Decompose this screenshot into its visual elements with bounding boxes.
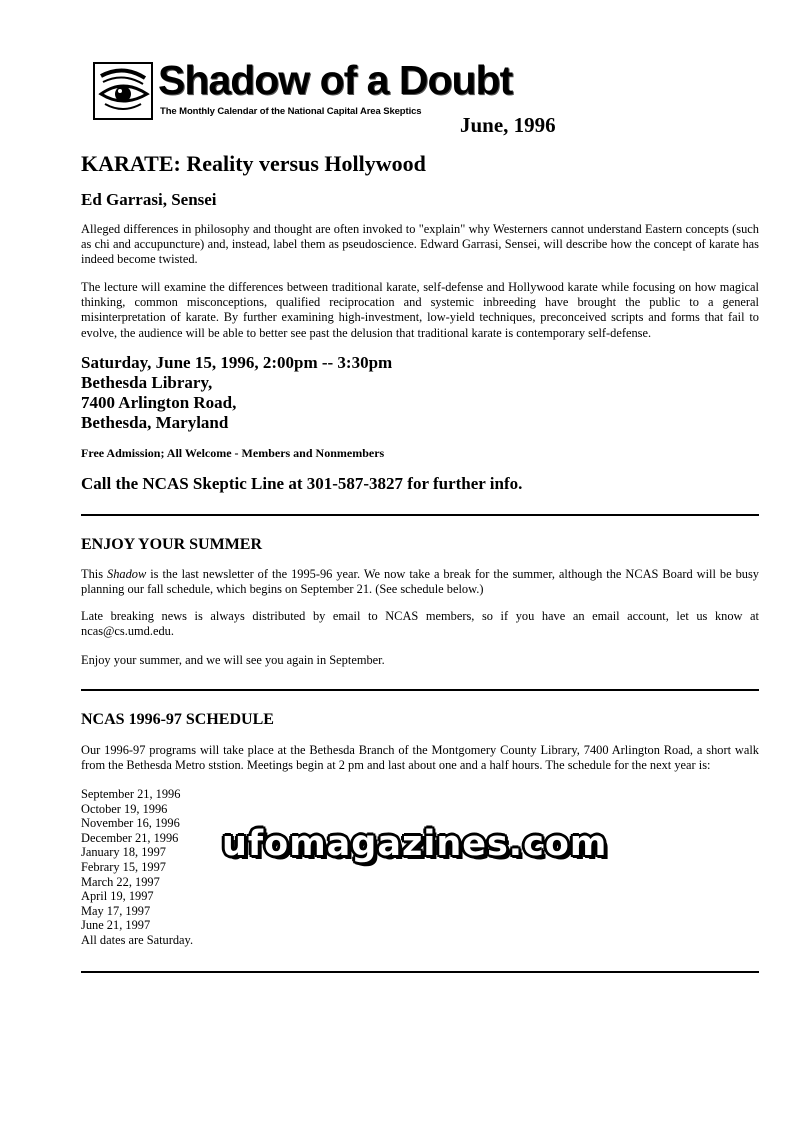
admission-note: Free Admission; All Welcome - Members and Nonmembers [81, 446, 385, 460]
article-speaker: Ed Garrasi, Sensei [81, 190, 217, 209]
schedule-date-list [81, 787, 193, 948]
farewell-paragraph: Enjoy your summer, and we will see you again in September. [81, 653, 385, 667]
article-paragraph: The lecture will examine the differences between traditional karate, self-defense and Hollywood karate while focusing on how magical thinking, common misconceptions, qualified reciprocation and systemic inbreeding have brought the public to a general misinterpretation of karate. By further examining high-investment, low-yield techniques, preconceived scripts and forms that fail to evolve, the audience will be able to better see past the delusion that traditional karate is contemporary self-defense. [81, 280, 759, 340]
schedule-date: October 19, 1996 [81, 801, 168, 816]
event-city: Bethesda, Maryland [81, 413, 229, 432]
newsletter-subtitle: The Monthly Calendar of the National Capital Area Skeptics [160, 106, 422, 117]
email-paragraph: Late breaking news is always distributed by email to NCAS members, so if you have an email account, let us know at ncas@cs.umd.edu. [81, 609, 759, 639]
event-datetime: Saturday, June 15, 1996, 2:00pm -- 3:30pm [81, 353, 393, 372]
watermark-text: ufomagazines.com [222, 824, 608, 864]
section-divider [81, 689, 759, 691]
section-divider [81, 514, 759, 516]
event-venue: Bethesda Library, [81, 373, 213, 392]
newsletter-title: Shadow of a Doubt [158, 57, 513, 103]
schedule-footer: All dates are Saturday. [81, 932, 194, 947]
schedule-date: June 21, 1997 [81, 918, 151, 933]
schedule-date: March 22, 1997 [81, 874, 160, 889]
eye-logo-icon [93, 62, 153, 120]
schedule-date: April 19, 1997 [81, 889, 154, 904]
schedule-date: Febrary 15, 1997 [81, 859, 166, 874]
schedule-date: September 21, 1996 [81, 787, 181, 801]
issue-date: June, 1996 [460, 113, 556, 137]
summer-text: is the last newsletter of the 1995-96 year. We now take a break for the summer, although the NCAS Board will be busy planning our fall schedule, which begins on September 21. (See schedule below.) [81, 567, 759, 597]
summer-paragraph [81, 567, 759, 597]
article-paragraph: Alleged differences in philosophy and thought are often invoked to "explain" why Westerners cannot understand Eastern concepts (such as chi and accupuncture) and, instead, label them as pseudoscience. Edward Garrasi, Sensei, will describe how the concept of karate has indeed become twisted. [81, 222, 759, 267]
schedule-date: January 18, 1997 [81, 845, 166, 860]
schedule-date: November 16, 1996 [81, 816, 180, 831]
section-divider [81, 971, 759, 973]
article-title: KARATE: Reality versus Hollywood [81, 151, 426, 176]
event-street: 7400 Arlington Road, [81, 393, 237, 412]
masthead-logo [93, 57, 513, 128]
summer-heading: ENJOY YOUR SUMMER [81, 536, 263, 553]
schedule-heading: NCAS 1996-97 SCHEDULE [81, 711, 274, 728]
shadow-italic: Shadow [107, 567, 147, 581]
schedule-intro: Our 1996-97 programs will take place at the Bethesda Branch of the Montgomery County Library, 7400 Arlington Road, a short walk from the Bethesda Metro ststion. Meetings begin at 2 pm and last about one and a half hours. The schedule for the next year is: [81, 743, 759, 773]
event-details [81, 353, 392, 433]
summer-text: This [81, 567, 108, 581]
schedule-date: May 17, 1997 [81, 903, 151, 918]
skeptic-line-info: Call the NCAS Skeptic Line at 301-587-3827 for further info. [81, 474, 523, 493]
schedule-date: December 21, 1996 [81, 830, 179, 845]
